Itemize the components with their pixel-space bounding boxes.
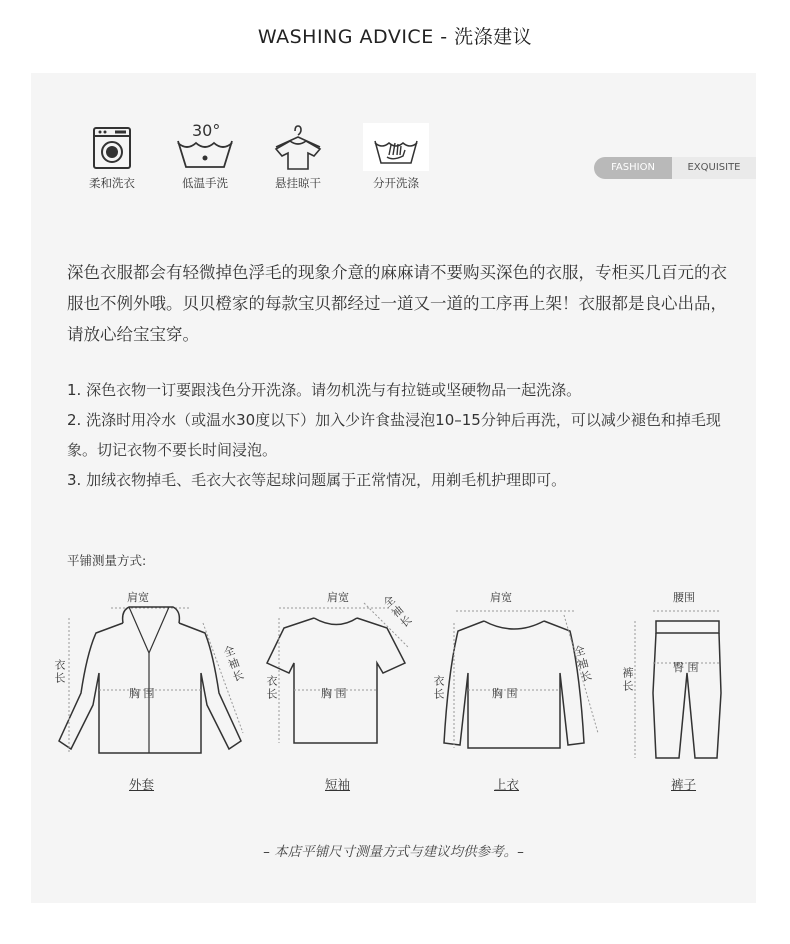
content-panel (31, 73, 756, 903)
jacket-diagram (51, 593, 261, 803)
care-icon-lowtemp (170, 121, 240, 191)
washing-tips (67, 375, 732, 495)
hand-wash-icon (363, 123, 429, 171)
tip-item: 3. 加绒衣物掉毛、毛衣大衣等起球问题属于正常情况，用剃毛机护理即可。 (67, 471, 567, 489)
wash-temp: 30° (192, 121, 221, 140)
top-shoulder: 肩宽 (490, 591, 512, 604)
tag-exquisite: EXQUISITE (672, 157, 756, 179)
washing-machine-icon (90, 125, 134, 171)
tshirt-name: 短袖 (325, 777, 351, 792)
tshirt-length: 衣长 (265, 675, 278, 701)
jacket-name: 外套 (129, 777, 155, 792)
footer-note: – 本店平铺尺寸测量方式与建议均供参考。– (263, 844, 524, 860)
hanger-shirt-icon (268, 123, 328, 171)
tshirt-sleeve: 全袖长 (379, 593, 415, 632)
tip-item: 1. 深色衣物一订要跟浅色分开洗涤。请勿机洗与有拉链或坚硬物品一起洗涤。 (67, 381, 582, 399)
jacket-sleeve: 全袖长 (220, 643, 247, 685)
care-label: 悬挂晾干 (275, 176, 321, 190)
pants-hip: 臀 围 (673, 661, 699, 674)
care-label: 低温手洗 (182, 176, 228, 190)
tip-item: 2. 洗涤时用冷水（或温水30度以下）加入少许食盐浸泡10–15分钟后再洗，可以减少褪色和掉毛现象。切记衣物不要长时间浸泡。 (67, 411, 721, 459)
care-label: 分开洗涤 (373, 176, 419, 190)
brand-tag (594, 157, 756, 179)
care-icon-hang (263, 123, 333, 191)
jacket-length: 衣长 (53, 659, 66, 685)
top-sleeve: 全袖长 (571, 643, 594, 685)
top-diagram (426, 593, 616, 803)
pants-length: 裤长 (621, 667, 634, 693)
top-chest: 胸 围 (492, 687, 518, 700)
tshirt-chest: 胸 围 (321, 687, 347, 700)
page-title: WASHING ADVICE - 洗涤建议 (257, 26, 533, 48)
intro-paragraph: 深色衣服都会有轻微掉色浮毛的现象介意的麻麻请不要购买深色的衣服，专柜买几百元的衣服也不例外哦。贝贝橙家的每款宝贝都经过一道又一道的工序再上架！衣服都是良心出品，请放心给宝宝穿。 (67, 263, 727, 344)
top-name: 上衣 (494, 777, 520, 792)
tshirt-shoulder: 肩宽 (327, 591, 349, 604)
measure-label: 平铺测量方式: (67, 553, 147, 568)
top-length: 衣长 (432, 675, 445, 701)
jacket-chest: 胸 围 (129, 687, 155, 700)
pants-name: 裤子 (671, 777, 697, 792)
pants-diagram (611, 593, 741, 803)
care-label: 柔和洗衣 (89, 176, 135, 190)
care-icon-separate (361, 123, 431, 191)
jacket-shoulder: 肩宽 (127, 591, 149, 604)
care-icon-gentle (77, 125, 147, 191)
jacket-outline (51, 593, 261, 773)
pants-waist: 腰围 (673, 591, 695, 604)
tag-fashion: FASHION (594, 157, 672, 179)
tshirt-diagram (259, 593, 429, 803)
